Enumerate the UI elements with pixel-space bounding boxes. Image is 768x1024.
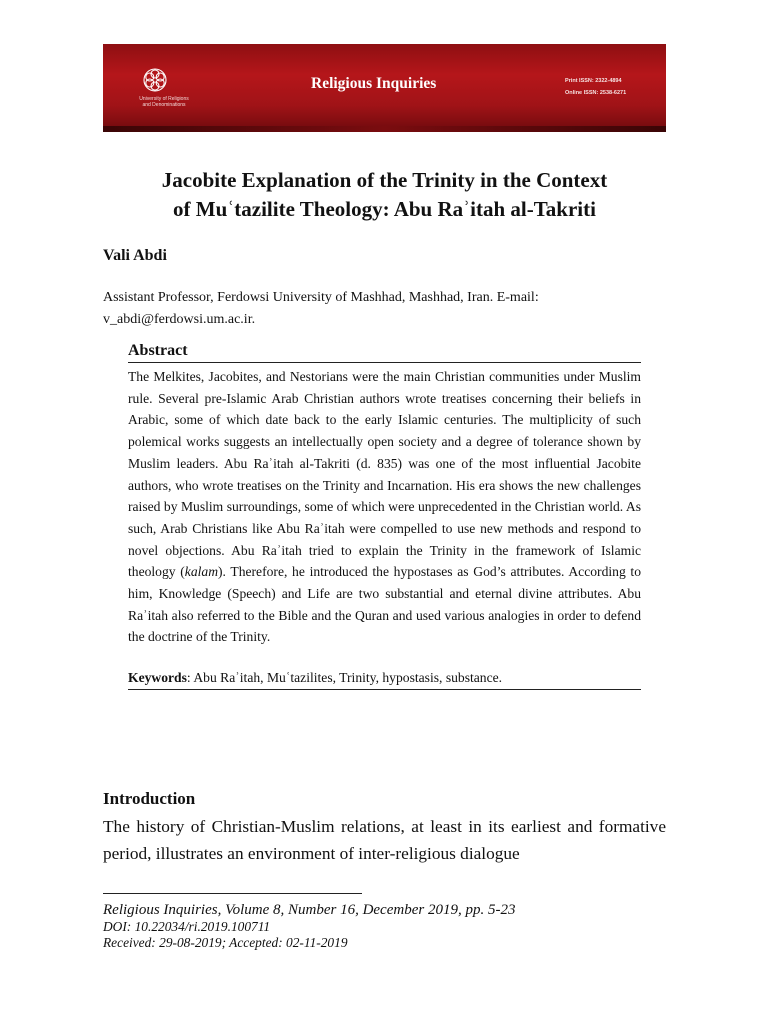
doi: DOI: 10.22034/ri.2019.100711 — [103, 919, 271, 934]
abstract-section — [128, 341, 641, 690]
footnote-divider — [103, 893, 362, 894]
print-issn: Print ISSN: 2322-4894 — [565, 78, 622, 84]
introduction-heading: Introduction — [103, 789, 196, 808]
journal-banner — [103, 44, 666, 132]
online-issn: Online ISSN: 2538-6271 — [565, 90, 627, 96]
abstract-text: The Melkites, Jacobites, and Nestorians were the main Christian communities under Muslim rule. Several pre-Islamic Arab Christian authors wrote treatises concerning their beliefs in Arabic, some of which date back to the early Islamic centuries. The multiplicity of such polemical works suggests an intellectually open society and a degree of tolerance shown by Muslim leaders. Abu Raʾitah al-Takriti (d. 835) was one of the most influential Jacobite authors, who wrote treatises on the Trinity and Incarnation. His era shows the new challenges raised by Muslim surroundings, some of which were unprecedented in the Christian world. As such, Arab Christians like Abu Raʾitah were compelled to use new methods and respond to novel objections. Abu Raʾitah tried to explain the Trinity in the framework of Islamic theology (kalam). Therefore, he introduced the hypostases as God’s attributes. According to him, Knowledge (Speech) and Life are two substantial and eternal divine attributes. Abu Raʾitah also referred to the Bible and the Quran and used various analogies in order to defend the doctrine of the Trinity. — [128, 369, 641, 645]
received-accepted-dates: Received: 29-08-2019; Accepted: 02-11-2019 — [103, 935, 348, 950]
university-name: University of Religions and Denominations — [139, 96, 189, 108]
journal-name: Religious Inquiries — [311, 75, 437, 92]
article-title: Jacobite Explanation of the Trinity in the Context of Muʿtazilite Theology: Abu Raʾitah al-Takriti — [161, 168, 608, 221]
author-affiliation: Assistant Professor, Ferdowsi University of Mashhad, Mashhad, Iran. E-mail: v_abdi@ferdowsi.um.ac.ir. — [103, 290, 539, 327]
abstract-heading: Abstract — [128, 341, 641, 363]
journal-citation: Religious Inquiries, Volume 8, Number 16, December 2019, pp. 5-23 — [103, 902, 516, 918]
university-emblem-icon — [141, 66, 169, 94]
author-name: Vali Abdi — [103, 247, 167, 264]
keywords-value: : Abu Raʾitah, Muʿtazilites, Trinity, hypostasis, substance. — [186, 670, 503, 686]
footer-citation — [103, 902, 515, 951]
author-email: v_abdi@ferdowsi.um.ac.ir. — [103, 312, 256, 327]
keywords-label: Keywords — [128, 670, 187, 686]
keywords — [128, 668, 641, 690]
introduction-text: The history of Christian-Muslim relations, at least in its earliest and formative period, illustrates an environment of inter-religious dialogue — [103, 817, 666, 863]
issn-info — [565, 75, 626, 99]
